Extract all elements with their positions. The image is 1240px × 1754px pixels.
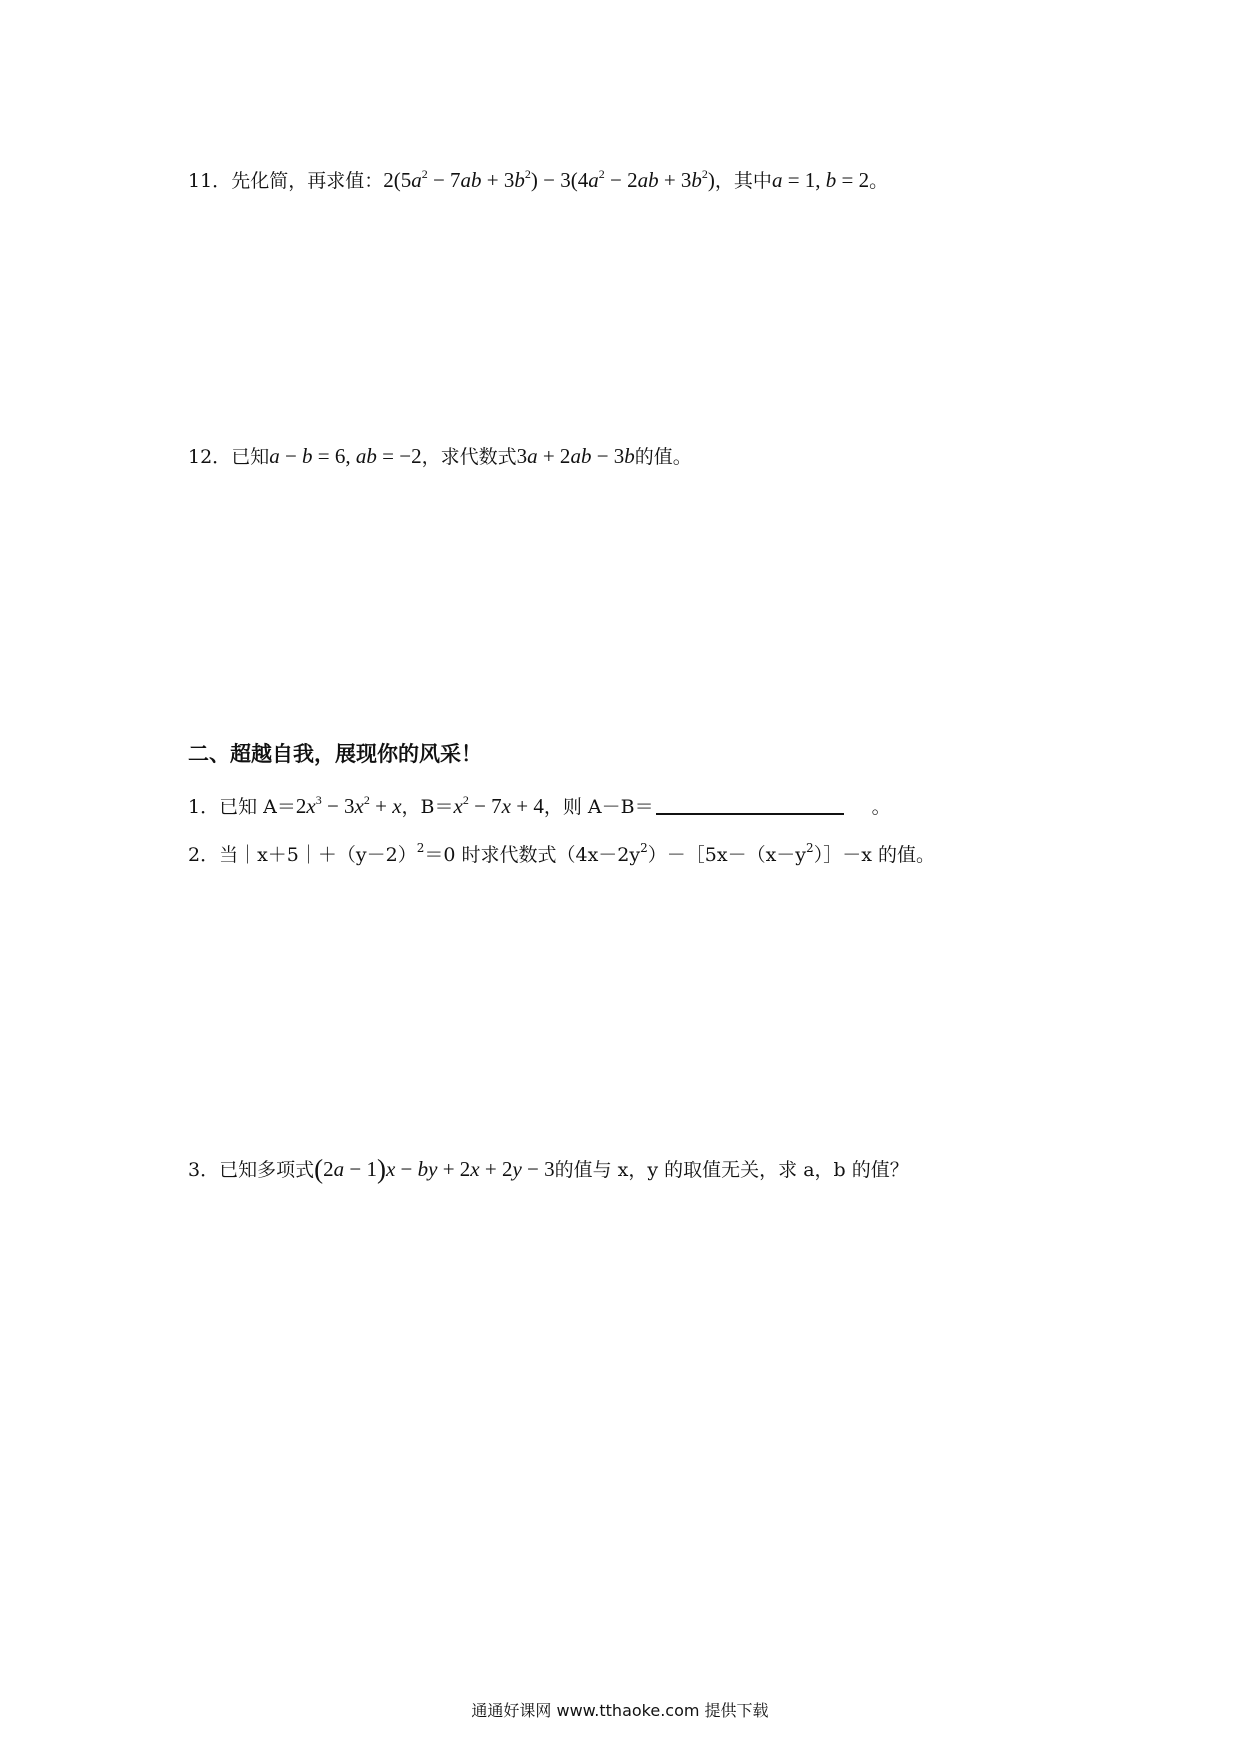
expression: 3a + 2ab − 3b [516, 444, 635, 468]
question-number: 12． [188, 446, 232, 468]
prompt-mid: ，求代数式 [421, 446, 517, 468]
text-part-c: ）－［5x－（x－y [647, 844, 807, 866]
exponent: 2 [806, 841, 814, 855]
section2-question-1 [188, 793, 891, 818]
question-prompt: 已知 [231, 446, 270, 468]
answer-blank[interactable] [656, 797, 844, 815]
footer: 通通好课网 www.tthaoke.com 提供下载 [471, 1701, 769, 1720]
end-mark: 的值。 [634, 446, 692, 468]
exponent: 2 [640, 841, 648, 855]
polynomial: (2a − 1)x − by + 2x + 2y − 3 [314, 1154, 555, 1184]
question-number: 1． [188, 796, 220, 818]
condition: a = 1, b = 2 [771, 168, 870, 192]
expression-a: $2x^3 - 3x^2 + x$ [295, 793, 402, 818]
end-mark: 。 [871, 796, 891, 818]
text-part-d: ）］－x 的值。 [813, 844, 935, 866]
then-text: ，则 A－B＝ [543, 796, 654, 818]
section2-question-3 [188, 1156, 909, 1183]
question-number: 3． [188, 1159, 220, 1181]
condition-label: ，其中 [714, 170, 772, 192]
text-part-a: 当｜x＋5｜＋（y－2） [219, 844, 417, 866]
text-part-b: ＝0 时求代数式（4x－2y [424, 844, 641, 866]
given-condition: a − b = 6, ab = −2 [269, 444, 422, 468]
question-number: 2． [188, 844, 220, 866]
question-prompt: 已知 A＝ [219, 796, 296, 818]
question-12 [188, 446, 692, 467]
end-mark: 。 [869, 170, 889, 192]
section2-question-2 [188, 841, 935, 866]
separator: ，B＝ [401, 796, 454, 818]
expression: $2(5a^2 - 7ab + 3b^2) - 3(4a^2 - 2ab + 3b^2)$ [383, 167, 715, 192]
expression-b: $x^2 - 7x + 4$ [453, 793, 544, 818]
question-number: 11． [188, 170, 232, 192]
question-prompt: 已知多项式 [219, 1159, 315, 1181]
question-prompt: 先化简，再求值： [231, 170, 384, 192]
question-11 [188, 167, 889, 192]
exponent: 2 [416, 841, 425, 855]
section-heading: 二、超越自我，展现你的风采！ [188, 742, 482, 766]
question-end: 的值与 x，y 的取值无关，求 a，b 的值？ [554, 1159, 909, 1181]
